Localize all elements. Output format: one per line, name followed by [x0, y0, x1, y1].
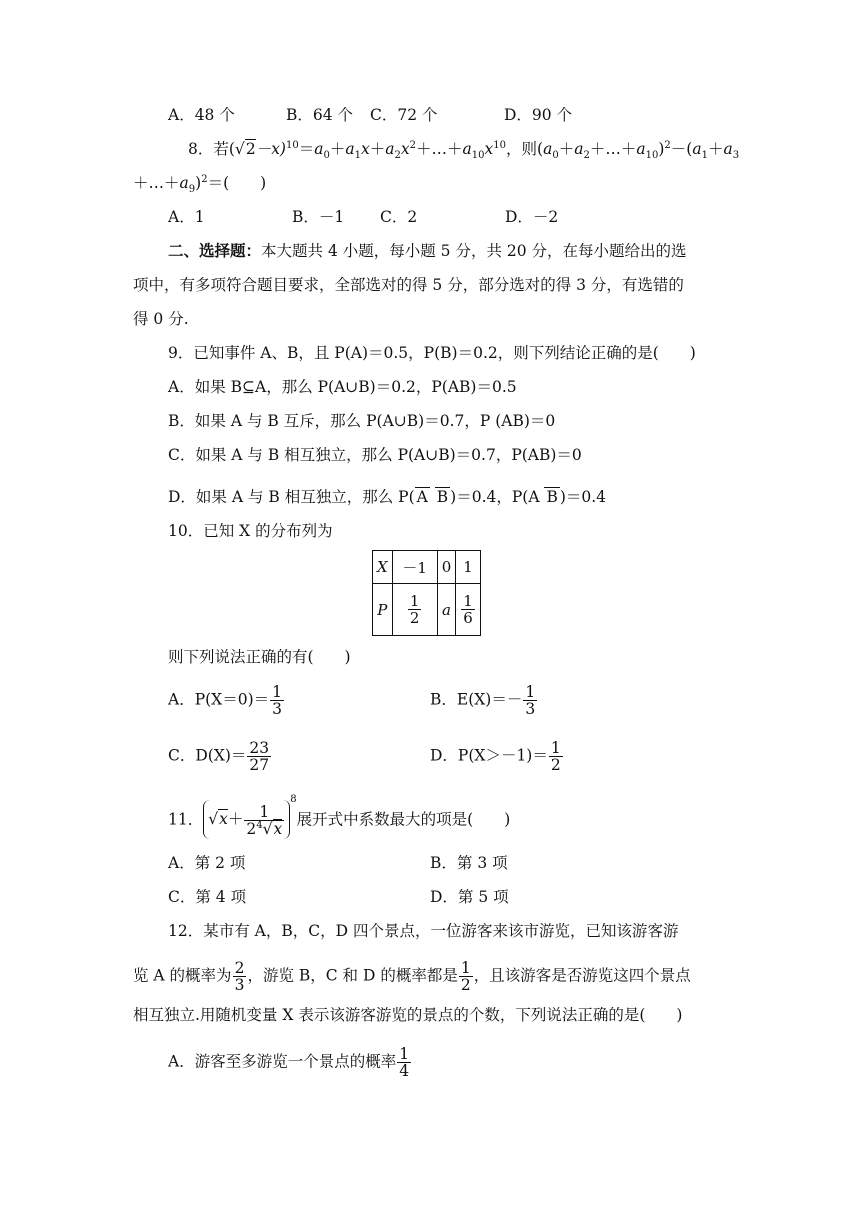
- table-row: X －1 0 1: [373, 551, 481, 584]
- q9-option-d: D．如果 A 与 B 相互独立，那么 P( A B )＝0.4，P(A B )＝0.4: [168, 488, 607, 506]
- q10-option-c: C．D(X)＝ $\frac{23}{27}$: [168, 739, 270, 774]
- distribution-table: [372, 550, 481, 636]
- q7-option-c: C．72 个: [370, 106, 438, 124]
- q8-option-c: C．2: [380, 208, 418, 226]
- q7-option-b: B．64 个: [286, 106, 354, 124]
- q10-option-b: B．E(X)＝－ $\frac{1}{3}$: [430, 683, 536, 718]
- q12-stem-line2: 览 A 的概率为 $\frac{2}{3}$ ，游览 B，C 和 D 的概率都是 $\frac{1}{2}$ ，且该游客是否游览这四个景点: [133, 959, 691, 994]
- binomial-expression: √x＋ $\frac{1}{2^4√x}$: [203, 800, 290, 839]
- q10-option-d: D．P(X＞－1)＝ $\frac{1}{2}$: [430, 739, 561, 774]
- q10-stem: 10．已知 X 的分布列为: [168, 522, 333, 540]
- q12-stem-line3: 相互独立.用随机变量 X 表示该游客游览的景点的个数，下列说法正确的是( ): [133, 1006, 683, 1024]
- q8-stem-line2: $+\dots+a_9)^2=$( ): [133, 173, 267, 196]
- section2-line2: 项中，有多项符合题目要求，全部选对的得 5 分，部分选对的得 3 分，有选错的: [133, 276, 684, 294]
- section2-line1: 二、选择题：本大题共 4 小题，每小题 5 分，共 20 分，在每小题给出的选: [168, 241, 687, 260]
- q11-option-b: B．第 3 项: [430, 854, 508, 872]
- fraction: $\frac{1}{2}$: [409, 592, 420, 627]
- q8-option-a: A．1: [168, 208, 205, 226]
- q8-option-d: D．－2: [505, 208, 559, 226]
- q9-stem: 9．已知事件 A、B，且 P(A)＝0.5，P(B)＝0.2，则下列结论正确的是( ): [168, 344, 696, 362]
- q9-option-c: C．如果 A 与 B 相互独立，那么 P(A∪B)＝0.7，P(AB)＝0: [168, 446, 582, 464]
- q11-option-d: D．第 5 项: [430, 888, 509, 906]
- fraction: $\frac{1}{6}$: [463, 592, 473, 627]
- q10-option-a: A．P(X＝0)＝ $\frac{1}{3}$: [168, 683, 282, 718]
- q10-ask: 则下列说法正确的有( ): [168, 648, 351, 666]
- q11-option-a: A．第 2 项: [168, 854, 246, 872]
- q11-stem: 11． √x＋ $\frac{1}{2^4√x}$ $^8$展开式中系数最大的项是( ): [168, 794, 511, 838]
- q8-stem-line1: 8．若$(√2-x)^{10}=a_0+a_1x+a_2x^2+\dots+a_{10}x^{10}$，则$(a_0+a_2+\dots+a_{10})^2-(a_1+a_3$: [188, 139, 740, 162]
- q7-option-d: D．90 个: [504, 106, 573, 124]
- q9-option-a: A．如果 B⊆A，那么 P(A∪B)＝0.2，P(AB)＝0.5: [168, 378, 517, 396]
- table-row: P $\frac{1}{2}$ a $\frac{1}{6}$: [373, 584, 481, 636]
- q9-option-b: B．如果 A 与 B 互斥，那么 P(A∪B)＝0.7，P (AB)＝0: [168, 412, 556, 430]
- q11-option-c: C．第 4 项: [168, 888, 247, 906]
- q8-option-b: B．－1: [292, 208, 345, 226]
- q12-option-a: A．游客至多游览一个景点的概率 $\frac{1}{4}$: [168, 1045, 410, 1080]
- section2-line3: 得 0 分.: [133, 310, 189, 328]
- q7-option-a: A．48 个: [168, 106, 235, 124]
- q12-stem-line1: 12．某市有 A，B，C，D 四个景点，一位游客来该市游览，已知该游客游: [168, 922, 679, 940]
